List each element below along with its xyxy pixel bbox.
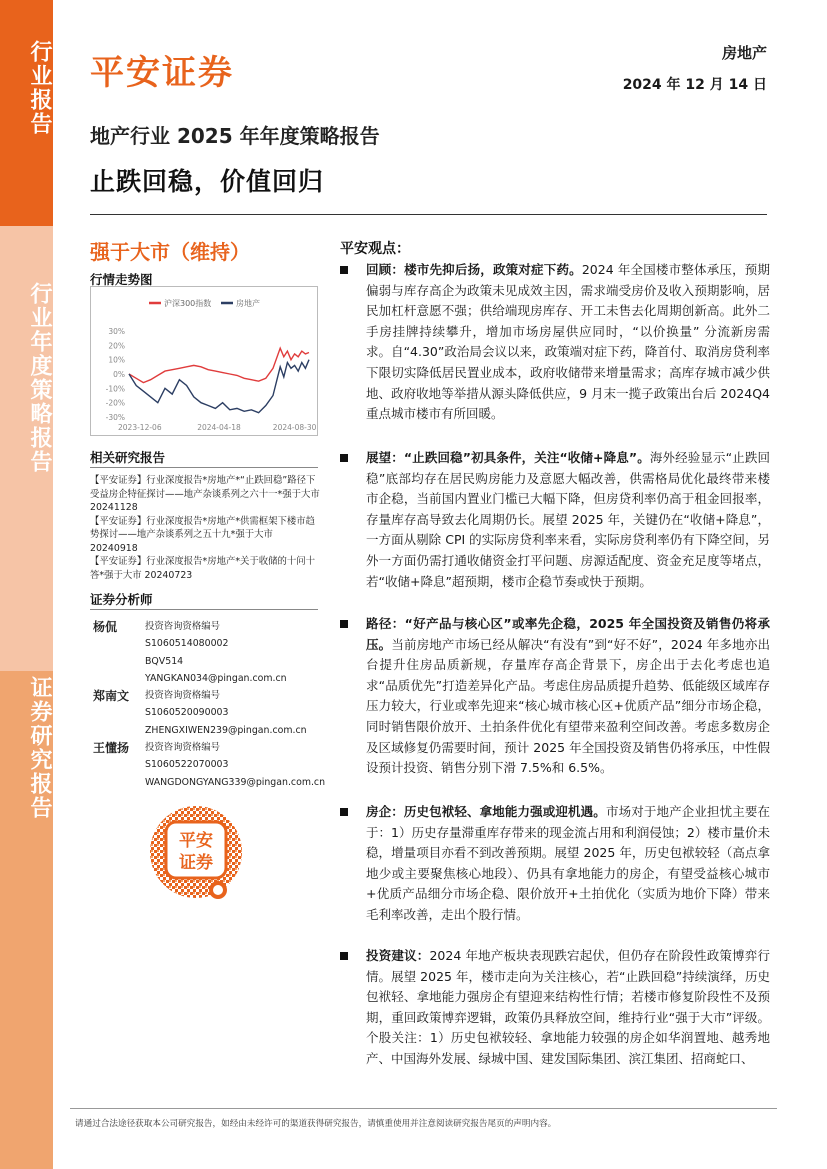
view-point-body: 2024 年全国楼市整体承压，预期偏弱与库存高企为政策未见成效主因，需求端受房价及收入预期影响，居民加杠杆意愿不强；供给端现房库存、开工未售去化周期创新高。此外二手房挂牌持续攀升，增加市场房屋供应同时，“以价换量” 分流新房需求。自“4.30”政治局会议以来，政策端对症下药，降首付、取消房贷利率下限切实降低居民置业成本，政府收储带来增量需求；高库存城市减少供地、政府收地等举措从源头降低供应，9 月末一揽子政策出台后 2024Q4 重点城市楼市有所回暖。 — [366, 262, 770, 422]
y-tick-label: 0% — [113, 370, 125, 379]
report-subtitle: 地产行业 2025 年年度策略报告 — [90, 124, 380, 148]
y-tick-label: 20% — [108, 341, 125, 351]
analyst-card — [90, 739, 325, 791]
bullet-icon — [340, 808, 348, 816]
analyst-email[interactable]: YANGKAN034@pingan.com.cn — [145, 672, 287, 684]
analyst-email[interactable]: WANGDONGYANG339@pingan.com.cn — [145, 776, 326, 788]
related-research-divider — [90, 467, 318, 468]
view-point-body: 2024 年地产板块表现跌宕起伏，但仍存在阶段性政策博弈行情。展望 2025 年，楼市走向为关注核心，若“止跌回稳”持续演绎，历史包袱轻、拿地能力强房企有望迎来结构性行情；若楼市修复阶段性不及预期，重回政策博弈逻辑，政策仍具释放空间，维持行业“强于大市”评级。个股关注：1）历史包袱较轻、拿地能力较强的房企如华润置地、越秀地产、中国海外发展、绿城中国、建发国际集团、滨江集团、招商蛇口、 — [366, 948, 770, 1066]
industry-rating: 强于大市（维持） — [90, 240, 250, 264]
analyst-card — [90, 687, 325, 739]
company-logo: 平安证券 — [90, 53, 234, 93]
industry-label: 房地产 — [721, 44, 767, 62]
key-views-heading: 平安观点： — [340, 241, 410, 257]
legend-label: 沪深300指数 — [164, 299, 212, 308]
qr-logo-bottom: 证券 — [179, 853, 213, 873]
footer-disclaimer: 请通过合法途径获取本公司研究报告，如经由未经许可的渠道获得研究报告，请慎重使用并注意阅读研究报告尾页的声明内容。 — [75, 1119, 557, 1129]
series-line-property — [129, 360, 309, 413]
market-trend-chart — [90, 286, 318, 436]
bullet-icon — [340, 620, 348, 628]
x-tick-label: 2024-08-30 — [272, 423, 317, 432]
report-title: 止跌回稳，价值回归 — [90, 167, 325, 196]
y-tick-label: -30% — [105, 413, 125, 422]
market-trend-svg — [91, 287, 319, 437]
view-point-lead: 路径：“好产品与核心区”或率先企稳，2025 年全国投资及销售仍将承压。 — [366, 616, 770, 652]
x-tick-label: 2023-12-06 — [118, 423, 162, 432]
related-research-item[interactable]: 【平安证券】行业深度报告*房地产*供需框架下楼市趋势探讨——地产杂谈系列之五十九*强于大市 20240918 — [90, 515, 316, 554]
sidebar-report-class: 证券研究报告 — [27, 676, 52, 820]
analyst-cert-label: 投资咨询资格编号 — [145, 690, 221, 702]
view-point-investment — [340, 946, 770, 1070]
series-line-hs300 — [129, 348, 309, 382]
sidebar-report-category: 行业年度策略报告 — [27, 282, 52, 474]
view-point-review — [340, 260, 770, 425]
analyst-cert-number: S1060522070003 — [145, 759, 229, 771]
related-research-item[interactable]: 【平安证券】行业深度报告*房地产*“止跌回稳”路径下受益房企特征探讨——地产杂谈系列之六十一*强于大市 20241128 — [90, 475, 320, 513]
y-tick-label: -10% — [105, 384, 125, 394]
analysts-list — [90, 618, 325, 791]
related-research-heading: 相关研究报告 — [90, 450, 166, 465]
analysts-heading: 证券分析师 — [90, 592, 153, 607]
view-point-developers — [340, 802, 770, 926]
sidebar-report-type: 行业报告 — [27, 40, 52, 136]
analyst-cert-number: S1060520090003 — [145, 707, 229, 719]
analyst-name: 王懂扬 — [93, 741, 130, 756]
qr-logo-top: 平安 — [179, 831, 213, 851]
analyst-cert-number: S1060514080002 — [145, 638, 229, 650]
analyst-name: 郑南文 — [93, 689, 130, 704]
analyst-code: BQV514 — [145, 655, 184, 667]
bullet-icon — [340, 266, 348, 274]
y-tick-label: 10% — [108, 355, 125, 365]
view-point-lead: 房企：历史包袱轻、拿地能力强或迎机遇。 — [366, 804, 606, 819]
related-research-list — [90, 474, 322, 582]
related-research-item[interactable]: 【平安证券】行业深度报告*房地产*关于收储的十问十答*强于大市 20240723 — [90, 556, 316, 581]
view-point-body: 市场对于地产企业担忧主要在于：1）历史存量滞重库存带来的现金流占用和利润侵蚀；2）楼市量价未稳，增量项目亦看不到改善预期。展望 2025 年，历史包袱较轻（高点拿地少或主要聚焦核心地段）、仍具有拿地能力的房企，有望受益核心城市+优质产品细分市场企稳、限价放开+土拍优化（实质为地价下降）带来毛利率改善，走出个股行情。 — [366, 804, 770, 922]
analyst-name: 杨侃 — [93, 620, 118, 634]
y-tick-label: -20% — [105, 398, 125, 408]
market-chart-heading: 行情走势图 — [90, 272, 153, 287]
x-tick-label: 2024-04-18 — [197, 423, 241, 432]
legend-label: 房地产 — [236, 299, 260, 308]
view-point-body: 海外经验显示“止跌回稳”底部均存在居民购房能力及意愿大幅改善，供需格局优化最终带来楼市企稳，当前国内置业门槛已大幅下降，但房贷利率仍高于租金回报率，存量库存高导致去化周期仍长。展望 2025 年，关键仍在“收储+降息”，一方面从剔除 CPI 的实际房贷利率来看，实际房贷利率仍有下降空间，另外一方面仍需打通收储资金打平问题、房源适配度、资金充足度等堵点，若“收储+降息”超预期，楼市企稳节奏或快于预期。 — [366, 450, 770, 589]
view-point-lead: 投资建议： — [366, 948, 430, 963]
analyst-cert-label: 投资咨询资格编号 — [145, 742, 221, 754]
qr-code[interactable] — [148, 796, 244, 912]
analyst-email[interactable]: ZHENGXIWEN239@pingan.com.cn — [145, 724, 307, 736]
analyst-card — [90, 618, 325, 687]
bullet-icon — [340, 454, 348, 462]
footer-divider — [70, 1108, 777, 1109]
bullet-icon — [340, 952, 348, 960]
header-divider — [90, 214, 767, 215]
view-point-outlook — [340, 448, 770, 592]
view-point-lead: 展望：“止跌回稳”初具条件，关注“收储+降息”。 — [366, 450, 650, 465]
y-tick-label: 30% — [108, 327, 125, 336]
report-date: 2024 年 12 月 14 日 — [622, 77, 767, 93]
analysts-divider — [90, 609, 318, 610]
view-point-path — [340, 614, 770, 779]
view-point-body: 当前房地产市场已经从解决“有没有”到“好不好”，2024 年多地亦出台提升住房品质新规，存量库存高企背景下，房企出于去化考虑也追求“品质优先”打造差异化产品。考虑住房品质提升趋势、低能级区域库存压力较大，行业或率先迎来“核心城市核心区+优质产品”细分市场企稳，同时销售限价放开、土拍条件优化有望带来盈利空间改善。考虑多数房企及区域修复仍需要时间，预计 2025 年全国投资及销售仍将承压，中性假设预计投资、销售分别下滑 7.5%和 6.5%。 — [366, 636, 770, 776]
analyst-cert-label: 投资咨询资格编号 — [145, 621, 221, 632]
view-point-lead: 回顾：楼市先抑后扬，政策对症下药。 — [366, 262, 582, 277]
